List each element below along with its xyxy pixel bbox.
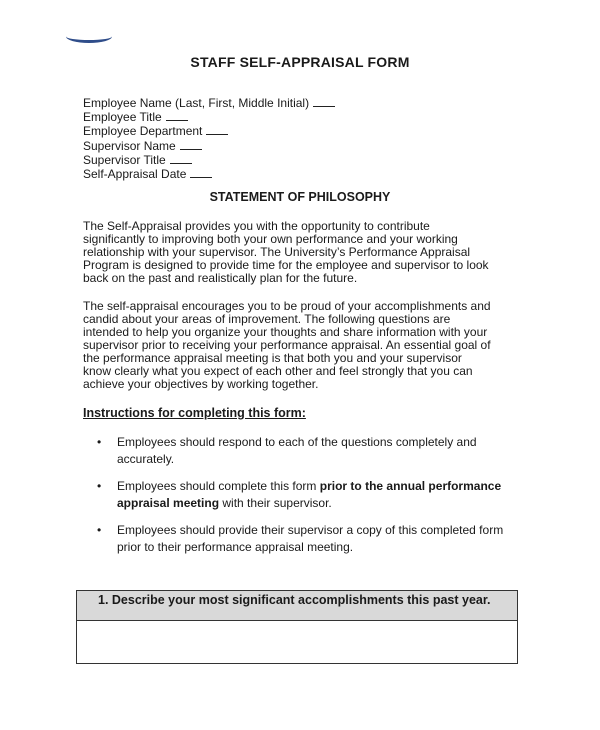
employee-name-label: Employee Name (Last, First, Middle Initial): [83, 96, 310, 110]
question-1-header: 1. Describe your most significant accomplishments this past year.: [77, 591, 517, 621]
question-1-answer-area[interactable]: [77, 621, 517, 663]
supervisor-name-label: Supervisor Name: [83, 138, 176, 153]
employee-department-field: [83, 124, 335, 138]
supervisor-title-blank[interactable]: [170, 153, 192, 164]
instructions-heading: Instructions for completing this form:: [83, 406, 306, 420]
self-appraisal-date-blank[interactable]: [190, 167, 212, 178]
instruction-item: [95, 478, 505, 512]
bullet-icon: •: [97, 523, 102, 537]
philosophy-heading: STATEMENT OF PHILOSOPHY: [209, 190, 391, 204]
self-appraisal-date-label: Self-Appraisal Date: [83, 167, 187, 182]
bullet-icon: •: [97, 435, 102, 449]
instruction-item: [95, 522, 505, 556]
philosophy-paragraph-2: The self-appraisal encourages you to be proud of your accomplishments and candid about your areas of improvement. The following questions are intended to help you organize your thoughts and share information with your supervisor prior to receiving your performance appraisal. An essential goal of the performance appraisal meeting is that both you and your supervisor know clearly what you expect of each other and feel strongly that you can achieve your objectives by working together.: [83, 299, 491, 391]
instruction-text-post: with their supervisor.: [219, 496, 332, 510]
bullet-icon: •: [97, 479, 102, 493]
form-title: STAFF SELF-APPRAISAL FORM: [190, 54, 410, 70]
supervisor-title-label: Supervisor Title: [83, 152, 166, 167]
instruction-text: Employees should respond to each of the questions completely and accurately.: [117, 435, 477, 466]
supervisor-name-blank[interactable]: [180, 139, 202, 150]
employee-department-label: Employee Department: [83, 124, 203, 139]
supervisor-title-field: [83, 153, 335, 167]
question-1-table: [76, 590, 518, 664]
philosophy-paragraph-1: The Self-Appraisal provides you with the opportunity to contribute significantly to improving both your own performance and your working relationship with your supervisor. The University’s Performance Appraisal Program is designed to provide time for the employee and supervisor to look back on the past and realistically plan for the future.: [83, 219, 489, 285]
instruction-item: [95, 434, 505, 468]
employee-title-blank[interactable]: [166, 110, 188, 121]
employee-info-fields: [83, 96, 335, 181]
employee-name-field: [83, 96, 335, 110]
employee-title-label: Employee Title: [83, 110, 162, 125]
instruction-text: Employees should provide their supervisor a copy of this completed form prior to their performance appraisal meeting.: [117, 523, 504, 554]
self-appraisal-date-field: [83, 167, 335, 181]
employee-name-blank[interactable]: [313, 96, 335, 107]
instructions-list: [95, 434, 505, 566]
employee-department-blank[interactable]: [206, 124, 228, 135]
instruction-text-bold: prior to the annual performance appraisal meeting: [117, 479, 502, 510]
supervisor-name-field: [83, 139, 335, 153]
employee-title-field: [83, 110, 335, 124]
instruction-text-pre: Employees should complete this form: [117, 479, 320, 493]
logo-mark: [66, 30, 112, 43]
